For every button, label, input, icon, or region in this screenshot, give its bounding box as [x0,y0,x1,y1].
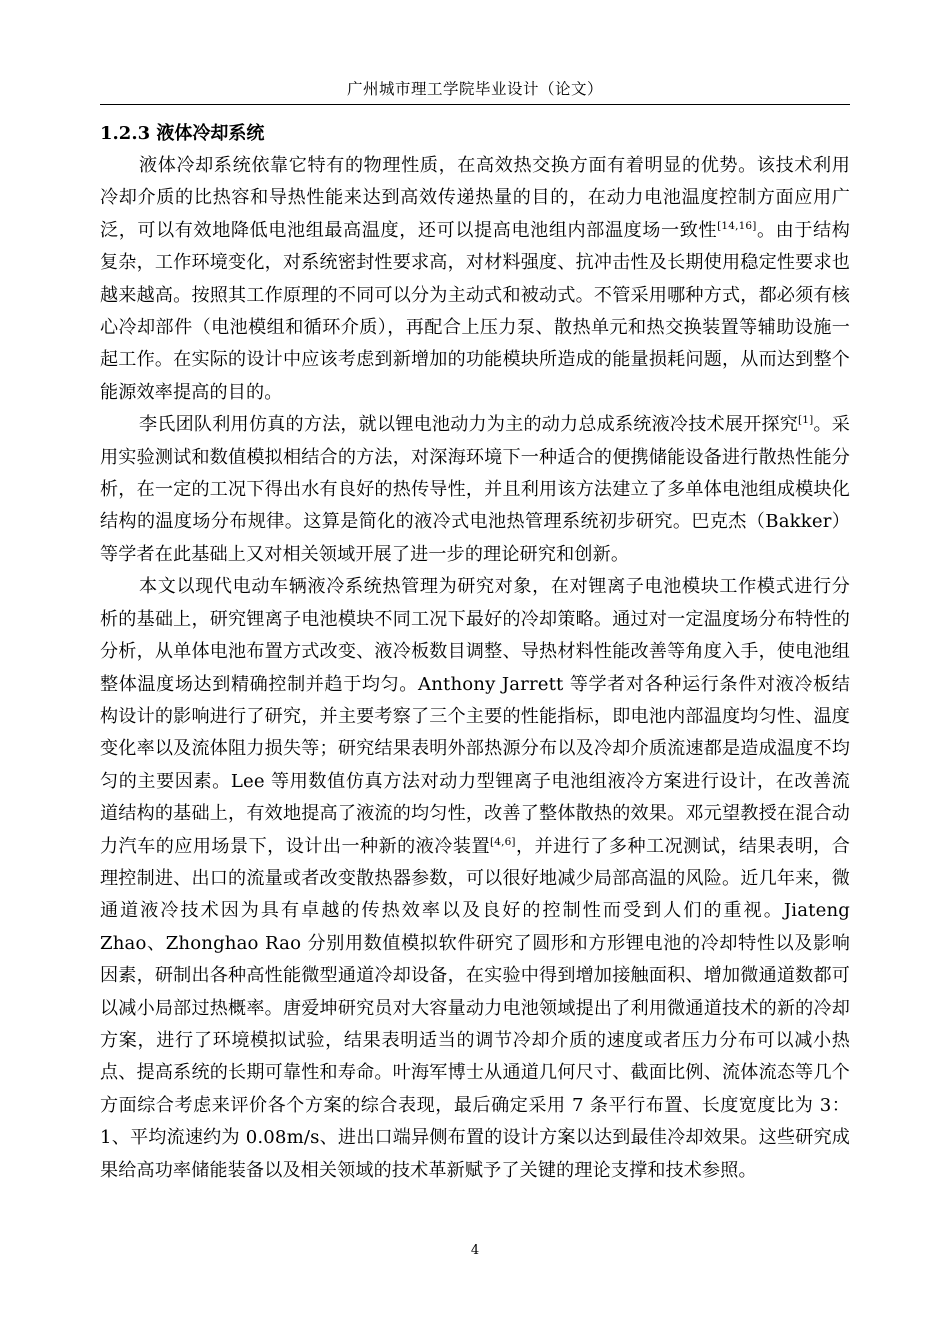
paragraph-2-text-a: 李氏团队利用仿真的方法，就以锂电池动力为主的动力总成系统液冷技术展开探究 [139,414,799,436]
paragraph-2-text-b: 。采用实验测试和数值模拟相结合的方法，对深海环境下一种适合的便携储能设备进行散热性能分析，在一定的工况下得出水有良好的热传导性，并且利用该方法建立了多单体电池组成模块化结构的温度场分布规律。这算是简化的液冷式电池热管理系统初步研究。巴克杰（Bakker）等学者在此基础上又对相关领域开展了进一步的理论研究和创新。 [100,414,850,565]
running-header: 广州城市理工学院毕业设计（论文） [346,80,603,98]
citation-14-16: [14,16] [717,219,757,232]
section-heading: 1.2.3 液体冷却系统 [100,123,265,144]
paragraph-1 [100,150,850,409]
page-number: 4 [470,1243,480,1258]
paragraph-1-text-a: 液体冷却系统依靠它特有的物理性质，在高效热交换方面有着明显的优势。该技术利用冷却介质的比热容和导热性能来达到高效传递热量的目的，在动力电池温度控制方面应用广泛，可以有效地降低电池组最高温度，还可以提高电池组内部温度场一致性 [100,155,850,241]
header-rule [100,104,850,105]
paragraph-1-text-b: 。由于结构复杂，工作环境变化，对系统密封性要求高，对材料强度、抗冲击性及长期使用稳定性要求也越来越高。按照其工作原理的不同可以分为主动式和被动式。不管采用哪种方式，都必须有核心冷却部件（电池模组和循环介质），再配合上压力泵、散热单元和热交换装置等辅助设施一起工作。在实际的设计中应该考虑到新增加的功能模块所造成的能量损耗问题，从而达到整个能源效率提高的目的。 [100,219,850,403]
paragraph-3-text-b: ，并进行了多种工况测试，结果表明，合理控制进、出口的流量或者改变散热器参数，可以很好地减少局部高温的风险。近几年来，微通道液冷技术因为具有卓越的传热效率以及良好的控制性而受到人们的重视。Jiateng Zhao、Zhonghao Rao 分别用数值模拟软件研究了圆形和方形锂电池的冷却特性以及影响因素，研制出各种高性能微型通道冷却设备，在实验中得到增加接触面积、增加微通道数都可以减小局部过热概率。唐爱坤研究员对大容量动力电池领域提出了利用微通道技术的新的冷却方案，进行了环境模拟试验，结果表明适当的调节冷却介质的速度或者压力分布可以减小热点、提高系统的长期可靠性和寿命。叶海军博士从通道几何尺寸、截面比例、流体流态等几个方面综合考虑来评价各个方案的综合表现，最后确定采用 7 条平行布置、长度宽度比为 3：1、平均流速约为 0.08m/s、进出口端异侧布置的设计方案以达到最佳冷却效果。这些研究成果给高功率储能装备以及相关领域的技术革新赋予了关键的理论支撑和技术参照。 [100,835,850,1181]
citation-4-6: [4,6] [490,835,516,848]
paragraph-3-text-a: 本文以现代电动车辆液冷系统热管理为研究对象，在对锂离子电池模块工作模式进行分析的基础上，研究锂离子电池模块不同工况下最好的冷却策略。通过对一定温度场分布特性的分析，从单体电池布置方式改变、液冷板数目调整、导热材料性能改善等角度入手，使电池组整体温度场达到精确控制并趋于均匀。Anthony Jarrett 等学者对各种运行条件对液冷板结构设计的影响进行了研究，并主要考察了三个主要的性能指标，即电池内部温度均匀性、温度变化率以及流体阻力损失等；研究结果表明外部热源分布以及冷却介质流速都是造成温度不均匀的主要因素。Lee 等用数值仿真方法对动力型锂离子电池组液冷方案进行设计，在改善流道结构的基础上，有效地提高了液流的均匀性，改善了整体散热的效果。邓元望教授在混合动力汽车的应用场景下，设计出一种新的液冷装置 [100,576,850,857]
paragraph-3 [100,571,850,1187]
citation-1: [1] [798,414,814,427]
body-text [100,150,850,1187]
paragraph-2 [100,409,850,571]
